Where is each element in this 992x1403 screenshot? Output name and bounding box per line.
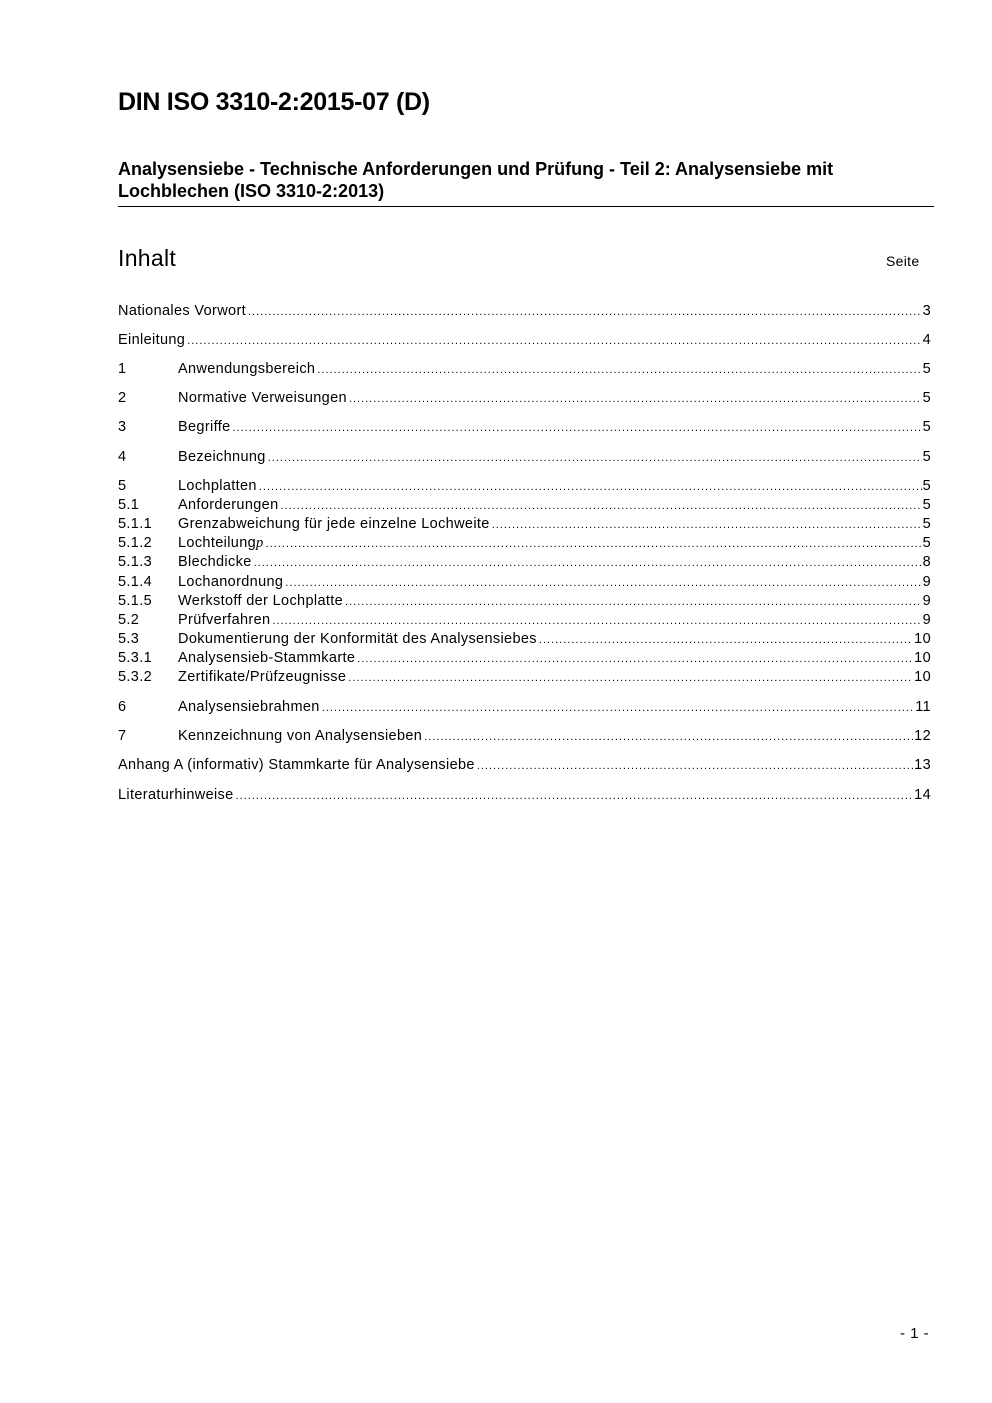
- toc-entry-number: 2: [118, 390, 127, 406]
- page-footer-number: - 1 -: [900, 1325, 930, 1342]
- toc-entry-title: Literaturhinweise: [118, 787, 234, 803]
- toc-entry-title: Grenzabweichung für jede einzelne Lochweite: [178, 516, 490, 532]
- toc-leader-dots: [259, 478, 922, 496]
- toc-entry: [118, 477, 931, 495]
- toc-entry-number: 6: [118, 699, 127, 715]
- toc-entry-title: Begriffe: [178, 419, 231, 435]
- toc-entry: [118, 630, 931, 648]
- toc-entry: [118, 786, 931, 804]
- toc-entry: [118, 573, 931, 591]
- toc-entry-page: 4: [922, 332, 931, 348]
- toc-leader-dots: [492, 516, 922, 534]
- toc-entry-title: Anhang A (informativ) Stammkarte für Analysensiebe: [118, 757, 475, 773]
- toc-entry: [118, 331, 931, 349]
- toc-entry: [118, 418, 931, 436]
- toc-entry-title: Lochteilung: [178, 535, 257, 551]
- title-rule: [118, 206, 934, 207]
- toc-entry-page: 12: [914, 728, 931, 744]
- toc-entry-title: Anforderungen: [178, 497, 279, 513]
- toc-entry-title: Analysensieb-Stammkarte: [178, 650, 356, 666]
- toc-leader-dots: [345, 593, 922, 611]
- toc-entry-title: Blechdicke: [178, 554, 252, 570]
- toc-leader-dots: [539, 631, 913, 649]
- toc-entry-page: 5: [922, 535, 931, 551]
- toc-leader-dots: [233, 419, 922, 437]
- toc-entry-number: 5.1.1: [118, 516, 152, 532]
- toc-entry: [118, 448, 931, 466]
- toc-leader-dots: [322, 699, 915, 717]
- toc-entry-title: Einleitung: [118, 332, 186, 348]
- toc-entry-title: Dokumentierung der Konformität des Analysensiebes: [178, 631, 537, 647]
- toc-heading: Inhalt: [118, 245, 177, 271]
- toc-entry-page: 13: [914, 757, 931, 773]
- toc-entry-number: 4: [118, 449, 127, 465]
- toc-entry-page: 5: [922, 419, 931, 435]
- toc-leader-dots: [236, 787, 914, 805]
- toc-entry-title: Zertifikate/Prüfzeugnisse: [178, 669, 347, 685]
- toc-entry: [118, 360, 931, 378]
- toc-entry-title: Nationales Vorwort: [118, 303, 246, 319]
- toc-leader-dots: [254, 554, 922, 572]
- toc-entry-number: 5.3.1: [118, 650, 152, 666]
- toc-entry: [118, 534, 931, 552]
- toc-entry-title: Werkstoff der Lochplatte: [178, 593, 344, 609]
- toc-entry-title: Anwendungsbereich: [178, 361, 316, 377]
- document-id: DIN ISO 3310-2:2015-07 (D): [118, 88, 430, 116]
- toc-entry-page: 5: [922, 497, 931, 513]
- page-column-label: Seite: [886, 253, 920, 269]
- toc-leader-dots: [424, 728, 913, 746]
- toc-leader-dots: [187, 332, 921, 350]
- toc-entry-page: 9: [922, 593, 931, 609]
- toc-leader-dots: [281, 497, 922, 515]
- toc-entry-page: 5: [922, 516, 931, 532]
- toc-entry-number: 1: [118, 361, 127, 377]
- toc-entry-number: 5.3: [118, 631, 140, 647]
- toc-entry-page: 9: [922, 574, 931, 590]
- toc-entry-number: 7: [118, 728, 127, 744]
- toc-entry-number: 5.1.2: [118, 535, 152, 551]
- toc-entry-number: 5.1.4: [118, 574, 152, 590]
- toc-entry-page: 10: [914, 650, 931, 666]
- toc-entry-page: 3: [922, 303, 931, 319]
- toc-entry: [118, 553, 931, 571]
- toc-entry-number: 5.1.3: [118, 554, 152, 570]
- toc-entry-title: Prüfverfahren: [178, 612, 271, 628]
- toc-entry-symbol: p: [256, 535, 264, 551]
- toc-entry-page: 14: [914, 787, 931, 803]
- toc-entry-title: Kennzeichnung von Analysensieben: [178, 728, 423, 744]
- toc-entry-page: 5: [922, 478, 931, 494]
- toc-entry-page: 8: [922, 554, 931, 570]
- toc-entry: [118, 668, 931, 686]
- toc-entry-page: 5: [922, 390, 931, 406]
- toc-leader-dots: [348, 669, 913, 687]
- toc-leader-dots: [357, 650, 913, 668]
- toc-entry-page: 10: [914, 631, 931, 647]
- toc-leader-dots: [317, 361, 921, 379]
- toc-entry: [118, 496, 931, 514]
- toc-entry-number: 5.3.2: [118, 669, 152, 685]
- document-title: Analysensiebe - Technische Anforderungen und Prüfung - Teil 2: Analysensiebe mit Lochblechen (ISO 3310-2:2013): [118, 159, 834, 201]
- toc-entry: [118, 592, 931, 610]
- toc-entry-title: Lochanordnung: [178, 574, 284, 590]
- toc-leader-dots: [477, 757, 913, 775]
- toc-entry: [118, 727, 931, 745]
- toc-entry: [118, 611, 931, 629]
- toc-entry-number: 3: [118, 419, 127, 435]
- toc-leader-dots: [268, 449, 922, 467]
- toc-entry-page: 9: [922, 612, 931, 628]
- toc-entry: [118, 302, 931, 320]
- toc-entry: [118, 698, 931, 716]
- toc-entry-number: 5.1: [118, 497, 140, 513]
- toc-entry-number: 5: [118, 478, 127, 494]
- toc-leader-dots: [285, 574, 921, 592]
- toc-leader-dots: [266, 535, 922, 553]
- toc-entry: [118, 756, 931, 774]
- toc-entry-number: 5.2: [118, 612, 140, 628]
- toc-leader-dots: [272, 612, 921, 630]
- toc-entry-title: Normative Verweisungen: [178, 390, 347, 406]
- toc-entry-title: Lochplatten: [178, 478, 257, 494]
- toc-entry-page: 10: [914, 669, 931, 685]
- toc-leader-dots: [349, 390, 922, 408]
- toc-entry-page: 5: [922, 361, 931, 377]
- toc-leader-dots: [248, 303, 922, 321]
- toc-entry: [118, 649, 931, 667]
- toc-entry-page: 11: [915, 699, 931, 715]
- toc-entry: [118, 389, 931, 407]
- toc-entry: [118, 515, 931, 533]
- toc-entry-title: Analysensiebrahmen: [178, 699, 320, 715]
- toc-entry-number: 5.1.5: [118, 593, 152, 609]
- toc-entry-page: 5: [922, 449, 931, 465]
- toc-entry-title: Bezeichnung: [178, 449, 266, 465]
